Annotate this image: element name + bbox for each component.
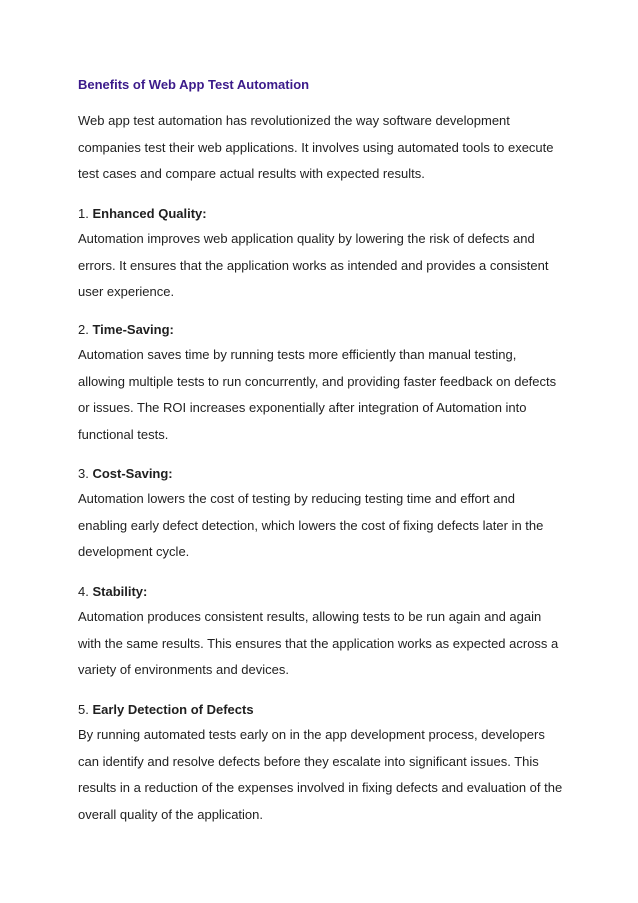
section-heading-4 bbox=[78, 584, 147, 599]
intro-line: Web app test automation has revolutionized the way software development bbox=[78, 113, 510, 128]
section-body-5 bbox=[78, 722, 562, 828]
section-number: 5. bbox=[78, 702, 89, 717]
section-heading-text: Cost-Saving: bbox=[92, 466, 173, 481]
section-heading-2 bbox=[78, 322, 174, 337]
section-line: Automation improves web application quality by lowering the risk of defects and bbox=[78, 231, 535, 246]
section-line: Automation saves time by running tests more efficiently than manual testing, bbox=[78, 347, 517, 362]
section-heading-text: Enhanced Quality: bbox=[92, 206, 207, 221]
section-number: 2. bbox=[78, 322, 89, 337]
section-line: with the same results. This ensures that the application works as expected across a bbox=[78, 635, 559, 651]
section-line: allowing multiple tests to run concurrently, and providing faster feedback on defects bbox=[78, 373, 557, 389]
section-line: enabling early defect detection, which lowers the cost of fixing defects later in the bbox=[78, 517, 544, 533]
section-line: Automation produces consistent results, allowing tests to be run again and again bbox=[78, 609, 542, 624]
section-line: By running automated tests early on in the app development process, developers bbox=[78, 727, 545, 742]
section-body-1 bbox=[78, 226, 548, 306]
section-heading-1 bbox=[78, 206, 207, 221]
section-heading-text: Stability: bbox=[92, 584, 148, 599]
section-number: 4. bbox=[78, 584, 89, 599]
section-heading-3 bbox=[78, 466, 173, 481]
section-line: or issues. The ROI increases exponentially after integration of Automation into bbox=[78, 400, 527, 415]
section-heading-5 bbox=[78, 702, 254, 717]
section-line: errors. It ensures that the application works as intended and provides a consistent bbox=[78, 257, 549, 273]
section-line: overall quality of the application. bbox=[78, 806, 264, 822]
section-line: functional tests. bbox=[78, 426, 169, 442]
intro-line: test cases and compare actual results with expected results. bbox=[78, 166, 425, 181]
section-heading-text: Early Detection of Defects bbox=[92, 702, 254, 717]
section-line: Automation lowers the cost of testing by reducing testing time and effort and bbox=[78, 491, 515, 506]
section-body-3 bbox=[78, 486, 543, 566]
document-title: Benefits of Web App Test Automation bbox=[78, 77, 310, 92]
intro-paragraph bbox=[78, 108, 554, 188]
section-line: results in a reduction of the expenses involved in fixing defects and evaluation of the bbox=[78, 780, 563, 795]
intro-line: companies test their web applications. It involves using automated tools to execute bbox=[78, 139, 554, 155]
section-line: development cycle. bbox=[78, 544, 190, 559]
section-line: user experience. bbox=[78, 284, 175, 299]
section-number: 1. bbox=[78, 206, 89, 221]
section-number: 3. bbox=[78, 466, 89, 481]
section-line: can identify and resolve defects before they escalate into significant issues. This bbox=[78, 753, 539, 769]
section-body-2 bbox=[78, 342, 556, 448]
section-heading-text: Time-Saving: bbox=[92, 322, 174, 337]
section-line: variety of environments and devices. bbox=[78, 662, 289, 677]
section-body-4 bbox=[78, 604, 558, 684]
